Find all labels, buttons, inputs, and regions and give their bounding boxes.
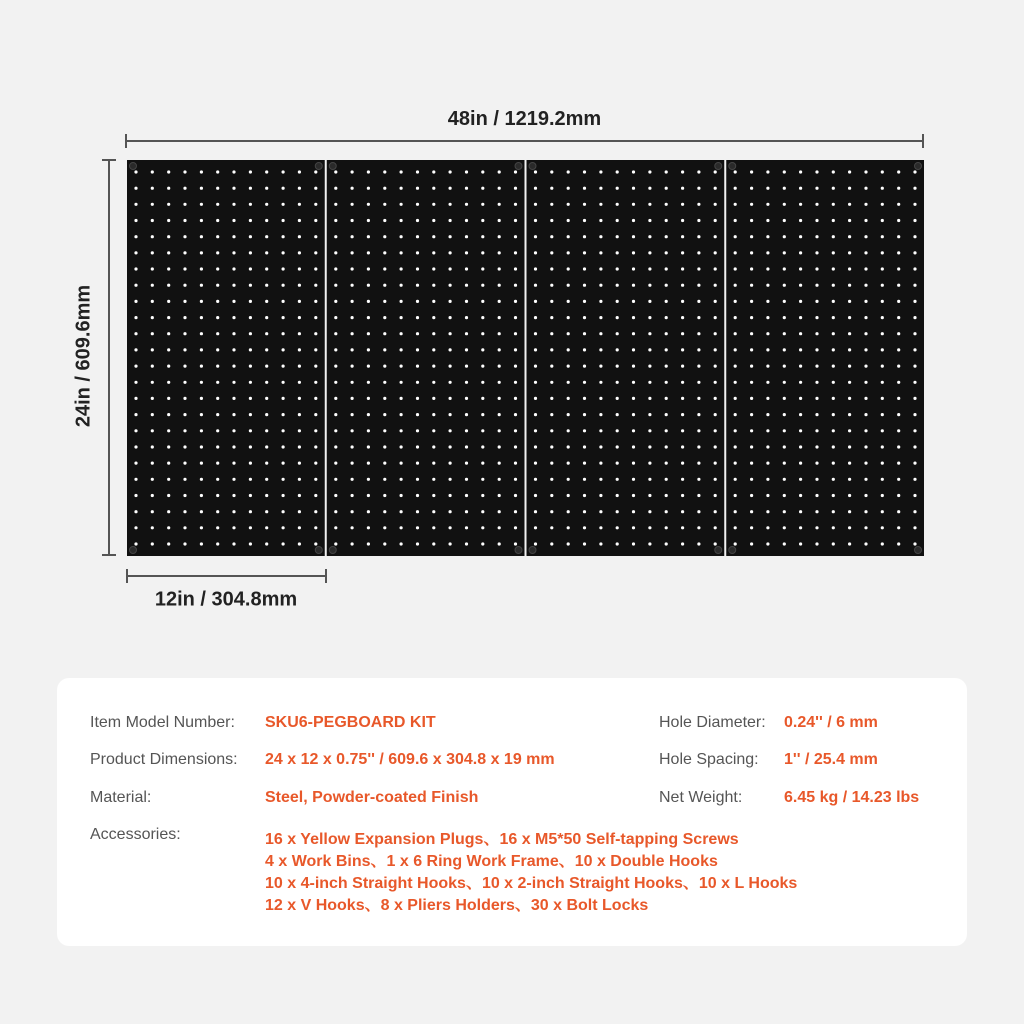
screw-icon: [529, 547, 536, 554]
screw-icon: [515, 547, 522, 554]
screw-icon: [130, 547, 137, 554]
screw-icon: [729, 163, 736, 170]
panel-width-dimension-cap-left: [126, 569, 128, 583]
panel-width-dimension-label: 12in / 304.8mm: [154, 588, 298, 611]
accessories-line: 4 x Work Bins、1 x 6 Ring Work Frame、10 x Double Hooks: [265, 853, 718, 870]
pegboard-panel: [327, 160, 525, 556]
product-dimensions-label: Product Dimensions:: [90, 751, 238, 768]
pegboard-image: [127, 160, 924, 556]
specs-card: [57, 678, 967, 946]
product-dimensions-value: 24 x 12 x 0.75'' / 609.6 x 304.8 x 19 mm: [265, 751, 555, 768]
accessories-label: Accessories:: [90, 826, 181, 843]
screw-icon: [729, 547, 736, 554]
width-dimension-line: [126, 140, 924, 142]
screw-icon: [915, 547, 922, 554]
width-dimension-label: 48in / 1219.2mm: [447, 108, 602, 130]
material-label: Material:: [90, 789, 152, 806]
screw-icon: [315, 163, 322, 170]
width-dimension-cap-right: [922, 134, 924, 148]
accessories-line: 12 x V Hooks、8 x Pliers Holders、30 x Bolt Locks: [265, 897, 649, 914]
pegboard-panel: [726, 160, 924, 556]
screw-icon: [130, 163, 137, 170]
panel-width-dimension-cap-right: [325, 569, 327, 583]
height-dimension-line: [108, 160, 110, 556]
hole-spacing-value: 1'' / 25.4 mm: [784, 751, 878, 768]
screw-icon: [315, 547, 322, 554]
pegboard-panel: [527, 160, 725, 556]
screw-icon: [915, 163, 922, 170]
panel-width-dimension-line: [127, 575, 326, 577]
item-model-number-label: Item Model Number:: [90, 714, 235, 731]
width-dimension-cap-left: [125, 134, 127, 148]
item-model-number-value: SKU6-PEGBOARD KIT: [265, 714, 436, 731]
hole-spacing-label: Hole Spacing:: [659, 751, 759, 768]
net-weight-value: 6.45 kg / 14.23 lbs: [784, 789, 920, 806]
pegboard-panel: [127, 160, 325, 556]
hole-diameter-value: 0.24'' / 6 mm: [784, 714, 878, 731]
height-dimension-cap-top: [102, 159, 116, 161]
height-dimension-cap-bottom: [102, 554, 116, 556]
material-value: Steel, Powder-coated Finish: [265, 789, 479, 806]
screw-icon: [515, 163, 522, 170]
accessories-line: 16 x Yellow Expansion Plugs、16 x M5*50 Self-tapping Screws: [265, 831, 739, 848]
screw-icon: [529, 163, 536, 170]
accessories-line: 10 x 4-inch Straight Hooks、10 x 2-inch Straight Hooks、10 x L Hooks: [265, 875, 798, 892]
screw-icon: [329, 547, 336, 554]
height-dimension-label: 24in / 609.6mm: [72, 284, 95, 428]
screw-icon: [715, 547, 722, 554]
screw-icon: [329, 163, 336, 170]
net-weight-label: Net Weight:: [659, 789, 743, 806]
screw-icon: [715, 163, 722, 170]
hole-diameter-label: Hole Diameter:: [659, 714, 766, 731]
